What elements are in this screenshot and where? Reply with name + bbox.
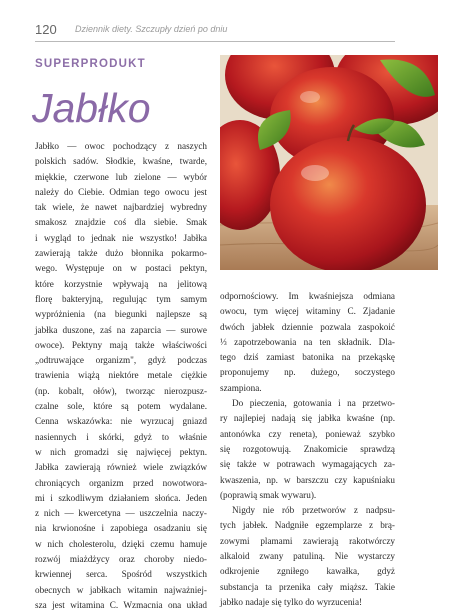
text-line: które korzystnie wpływają na jelitową [35,278,207,289]
text-line: Cenna wskazówka: nie wyrzucaj gniazd [35,416,207,427]
text-line: ry najlepiej nadają się jabłka kwaśne (np. [220,413,395,424]
text-line: tak wiele, że nawet najbardziej wybredny [35,202,207,213]
text-line: tego dziś zamiast batonika na przekąskę [220,352,395,363]
page-title: Jabłko [32,85,151,131]
text-line: tych jabłek. Nadgniłe egzemplarze z brą- [220,520,395,531]
text-line: florę bakteryjną, regulując tym samym [35,293,207,304]
text-column-2 [220,289,395,610]
text-column-1 [35,139,207,613]
text-line: sza jest witamina C. Wzmacnia ona układ [35,599,207,610]
text-line: proponujemy np. dużego, soczystego [220,367,395,378]
text-line: zowymi plamami zawierają rakotwórczy [220,535,395,546]
text-line: ⅓ zapotrzebowania na ten składnik. Dla- [220,336,395,347]
section-label: SUPERPRODUKT [35,58,146,70]
text-line: czalne sole, które są potem wydalane. [35,401,207,412]
text-line: zawierają także dużo błonnika pokarmo- [35,248,207,259]
paragraph [220,503,395,610]
paragraph [220,396,395,503]
text-line: odpornościowy. Im kwaśniejsza odmiana [220,291,395,301]
running-title: Dziennik diety. Szczupły dzień po dniu [75,24,228,34]
paragraph [35,139,207,613]
text-line: Do pieczenia, gotowania i na przetwo- [232,398,395,409]
text-line: i wygląd to jednak nie wszystko! Jabłka [35,232,207,243]
page-header [35,22,397,40]
text-line: alkaloid zwany patuliną. Nie wystarczy [220,551,395,562]
text-line: w nich cholesterolu, dzięki czemu hamuje [35,538,207,549]
text-line: Jabłko — owoc pochodzący z naszych [35,141,207,151]
text-line: owoce). Pektyny mają także właściwości [35,339,207,350]
text-line: Nigdy nie rób przetworów z nadpsu- [232,505,395,516]
text-line: miękkie, czerwone lub zielone — wybór [35,171,207,182]
text-line: nasiennych i skórki, gdyż to właśnie [35,431,207,442]
header-divider [35,41,395,42]
text-line: z nich — kwercetyna — uszczelnia naczy- [35,508,207,519]
text-line: należy do Ciebie. Odmian tego owocu jest [35,186,207,197]
text-line: obecnych w jabłkach witamin najważniej- [35,584,207,595]
text-line: jabłka duszone, zaś na zaparcia — surowe [35,324,207,335]
text-line: substancja ta przenika cały miąższ. Takie [220,581,395,592]
text-line: szampiona. [220,382,262,393]
text-line: wego. Występuje on w postaci pektyn, [35,263,207,274]
text-line: się także w potrawach wymagających za- [220,459,395,470]
text-line: (poprawią smak wywaru). [220,489,317,500]
text-line: w nich gromadzi się najwięcej pektyn. [35,446,207,457]
text-line: mi i szkodliwym działaniem słońca. Jeden [35,492,207,503]
text-line: (np. kobalt, ołów), tworząc nierozpusz- [35,385,207,396]
text-line: chroniących organizm przed nowotwora- [35,477,207,488]
text-line: kwaszenia, np. w barszczu czy kapuśniaku [220,474,395,485]
paragraph [220,289,395,396]
text-line: jabłko nadaje się tylko do wyrzucenia! [220,596,363,607]
text-line: Jabłka zawierają również wiele związków [35,462,207,473]
apple-photo [220,55,438,270]
text-line: wypróżnienia (na biegunki najlepsze są [35,309,207,320]
page-number: 120 [35,22,57,37]
text-line: polskich sadów. Słodkie, kwaśne, twarde, [35,156,207,167]
text-line: nia krwionośne i zapobiega osadzaniu się [35,523,207,534]
text-line: odkrojenie zgniłego kawałka, gdyż [220,566,395,577]
text-line: smakosz znajdzie coś dla siebie. Smak [35,217,207,228]
text-line: się rozgotowują. Znakomicie sprawdzą [220,443,395,454]
text-line: owocu, tym więcej witaminy C. Zjadanie [220,306,395,317]
text-line: rozwój miażdżycy oraz choroby niedo- [35,554,207,565]
text-line: „odtruwające organizm", gdyż podczas [35,355,207,366]
text-line: antonówka czy reneta), ponieważ szybko [220,428,395,439]
text-line: krwiennej serca. Spośród wszystkich [35,569,207,580]
text-line: trawienia wiążą niektóre metale ciężkie [35,370,207,381]
text-line: dwóch jabłek dziennie pozwala zaspokoić [220,321,395,332]
